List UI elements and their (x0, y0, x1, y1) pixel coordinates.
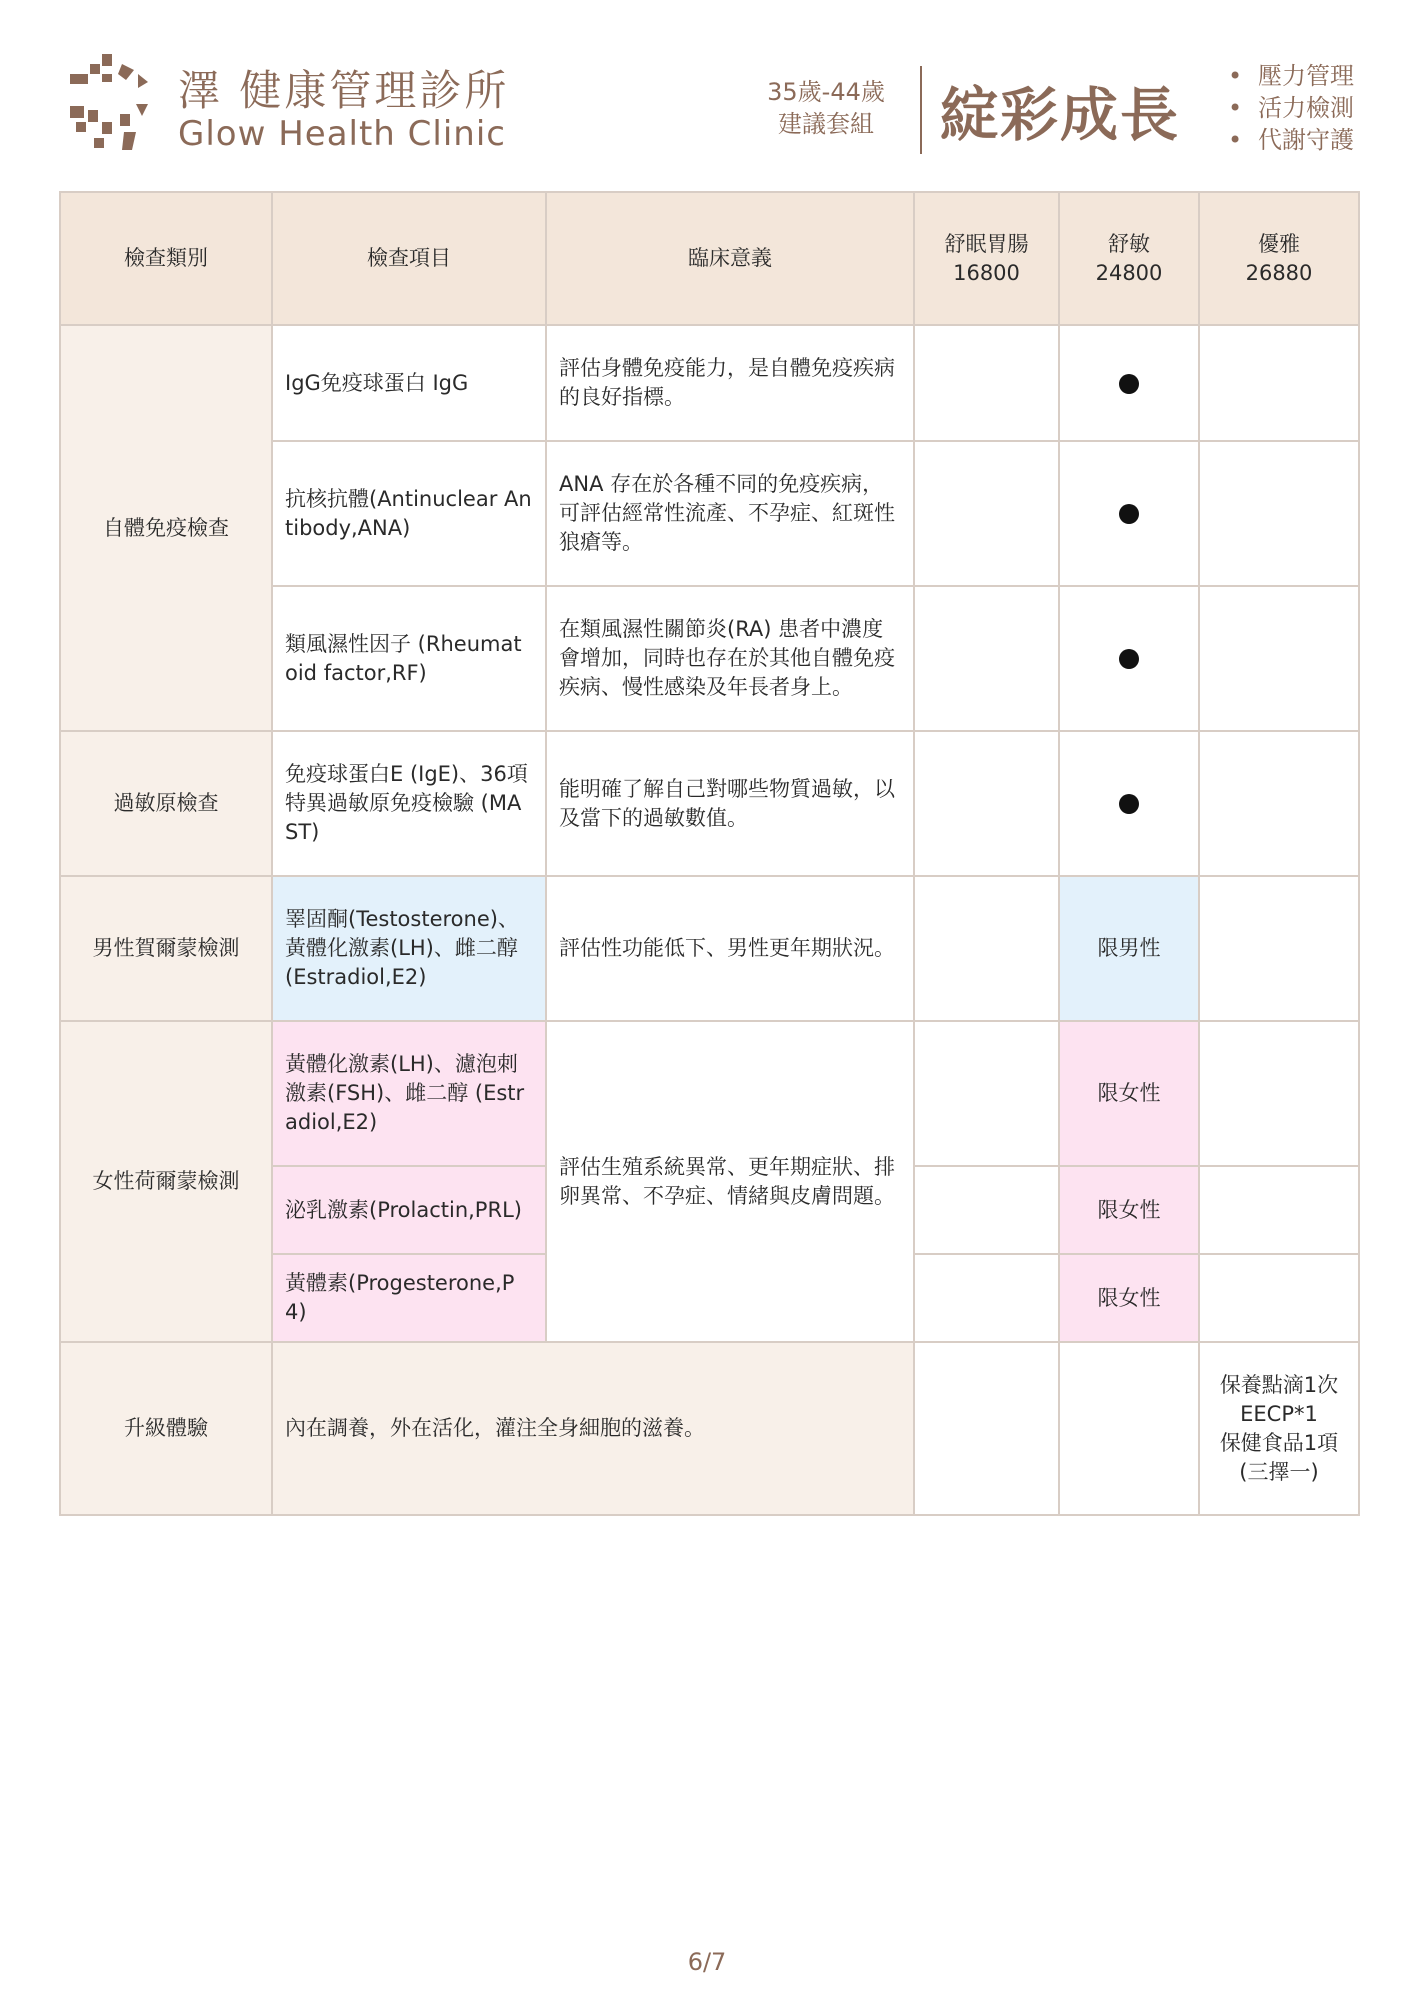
plan-price: 16800 (953, 260, 1020, 285)
plan-cell (914, 731, 1059, 876)
test-item: 睪固酮(Testosterone)、黃體化激素(LH)、雌二醇 (Estradiol,E2) (272, 876, 546, 1021)
bonus-line: EECP*1 (1240, 1401, 1318, 1426)
plan-cell (914, 1342, 1059, 1515)
plan-title: 綻彩成長 (940, 81, 1181, 149)
clinical-meaning: 能明確了解自己對哪些物質過敏，以及當下的過敏數值。 (546, 731, 914, 876)
page-header (0, 0, 1414, 190)
plan-cell (914, 441, 1059, 586)
header-plan-elegant (1199, 192, 1359, 325)
header-divider (920, 66, 922, 154)
female-only-badge: 限女性 (1059, 1254, 1199, 1342)
table-row (60, 1021, 1359, 1166)
plan-cell (1199, 325, 1359, 441)
test-item: 黃體素(Progesterone,P4) (272, 1254, 546, 1342)
age-package (740, 76, 912, 140)
feature-item: • 壓力管理 (1228, 60, 1354, 92)
plan-cell (1059, 586, 1199, 731)
table-row (60, 876, 1359, 1021)
included-dot-icon (1119, 374, 1139, 394)
clinical-meaning: ANA 存在於各種不同的免疫疾病，可評估經常性流產、不孕症、紅斑性狼瘡等。 (546, 441, 914, 586)
male-only-badge: 限男性 (1059, 876, 1199, 1021)
test-item: IgG免疫球蛋白 IgG (272, 325, 546, 441)
clinical-meaning: 評估生殖系統異常、更年期症狀、排卵異常、不孕症、情緒與皮膚問題。 (546, 1021, 914, 1342)
plan-name: 優雅 (1258, 231, 1300, 256)
plan-cell (914, 586, 1059, 731)
plan-cell (1059, 731, 1199, 876)
age-range: 35歲-44歲 (767, 78, 885, 106)
bonus-line: 保健食品1項 (1219, 1430, 1339, 1455)
bonus-line: 保養點滴1次 (1219, 1372, 1339, 1397)
header-plan-allergy (1059, 192, 1199, 325)
female-only-badge: 限女性 (1059, 1166, 1199, 1254)
checkup-table (59, 191, 1360, 1516)
plan-price: 26880 (1245, 260, 1313, 285)
test-item: 免疫球蛋白E (IgE)、36項特異過敏原免疫檢驗 (MAST) (272, 731, 546, 876)
plan-cell (1199, 1021, 1359, 1166)
clinic-name-en: Glow Health Clinic (178, 114, 506, 154)
plan-cell (914, 1254, 1059, 1342)
plan-cell (1059, 325, 1199, 441)
female-only-badge: 限女性 (1059, 1021, 1199, 1166)
plan-price: 24800 (1095, 260, 1163, 285)
plan-cell (1199, 586, 1359, 731)
plan-cell (914, 876, 1059, 1021)
clinic-name-zh: 澤 健康管理診所 (178, 66, 510, 115)
feature-item: • 活力檢測 (1228, 92, 1354, 124)
bonus-line: (三擇一) (1239, 1459, 1319, 1484)
feature-list (1228, 60, 1354, 156)
plan-cell (914, 1166, 1059, 1254)
header-meaning: 臨床意義 (546, 192, 914, 325)
category-upgrade: 升級體驗 (60, 1342, 272, 1515)
clinic-logo-icon (66, 52, 166, 156)
included-dot-icon (1119, 504, 1139, 524)
included-dot-icon (1119, 794, 1139, 814)
table-header-row (60, 192, 1359, 325)
package-label: 建議套組 (778, 110, 874, 138)
plan-cell (1059, 1342, 1199, 1515)
plan-cell (914, 325, 1059, 441)
header-category: 檢查類別 (60, 192, 272, 325)
page-number: 6/7 (687, 1948, 727, 1976)
test-item: 類風濕性因子 (Rheumatoid factor,RF) (272, 586, 546, 731)
category-female-hormone: 女性荷爾蒙檢測 (60, 1021, 272, 1342)
clinical-meaning: 在類風濕性關節炎(RA) 患者中濃度會增加，同時也存在於其他自體免疫疾病、慢性感染及年長者身上。 (546, 586, 914, 731)
header-item: 檢查項目 (272, 192, 546, 325)
plan-cell (1199, 1166, 1359, 1254)
category-male-hormone: 男性賀爾蒙檢測 (60, 876, 272, 1021)
plan-name: 舒眠胃腸 (944, 231, 1029, 256)
included-dot-icon (1119, 649, 1139, 669)
feature-item: • 代謝守護 (1228, 124, 1354, 156)
table-row (60, 325, 1359, 441)
clinical-meaning: 評估身體免疫能力，是自體免疫疾病的良好指標。 (546, 325, 914, 441)
table-row (60, 731, 1359, 876)
plan-cell (1199, 1254, 1359, 1342)
category-allergy: 過敏原檢查 (60, 731, 272, 876)
plan-name: 舒敏 (1108, 231, 1150, 256)
clinical-meaning: 評估性功能低下、男性更年期狀況。 (546, 876, 914, 1021)
upgrade-description: 內在調養，外在活化，灌注全身細胞的滋養。 (272, 1342, 914, 1515)
test-item: 抗核抗體(Antinuclear Antibody,ANA) (272, 441, 546, 586)
table-row (60, 1342, 1359, 1515)
test-item: 黃體化激素(LH)、濾泡刺激素(FSH)、雌二醇 (Estradiol,E2) (272, 1021, 546, 1166)
header-plan-sleep-gut (914, 192, 1059, 325)
plan-cell (1199, 876, 1359, 1021)
plan-cell (914, 1021, 1059, 1166)
plan-cell (1059, 441, 1199, 586)
plan-cell (1199, 731, 1359, 876)
category-autoimmune: 自體免疫檢查 (60, 325, 272, 731)
upgrade-bonus (1199, 1342, 1359, 1515)
test-item: 泌乳激素(Prolactin,PRL) (272, 1166, 546, 1254)
plan-cell (1199, 441, 1359, 586)
